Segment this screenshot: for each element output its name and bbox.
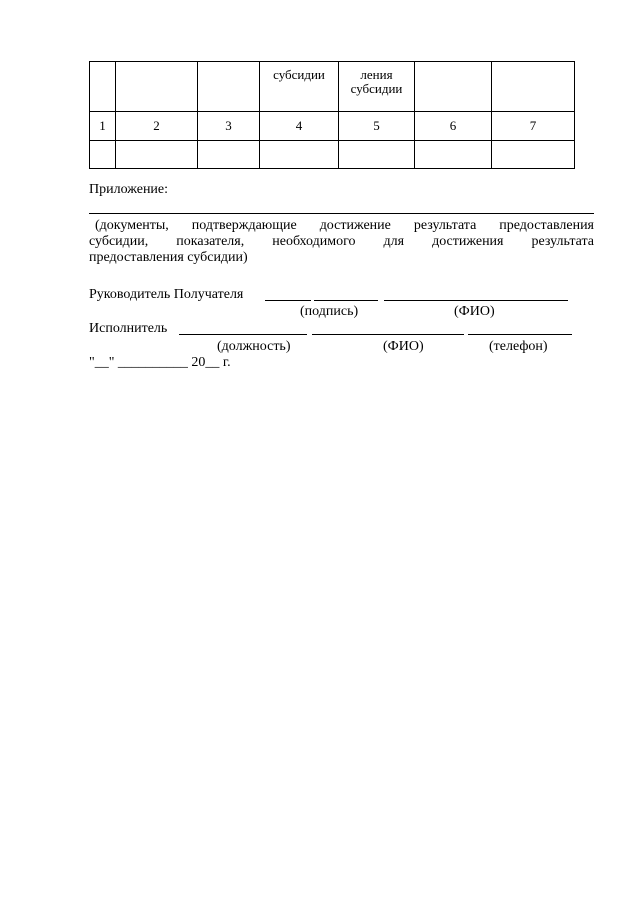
date-line: "__" __________ 20__ г. bbox=[89, 355, 231, 370]
head-sign-line-b bbox=[314, 300, 378, 301]
table-cell: 1 bbox=[90, 112, 116, 141]
table-cell bbox=[415, 62, 492, 112]
attachment-note-line: субсидии, показателя, необходимого для достижения результата bbox=[89, 234, 594, 249]
table-cell: 6 bbox=[415, 112, 492, 141]
table-cell: 4 bbox=[260, 112, 339, 141]
report-table bbox=[89, 61, 575, 169]
table-cell: субсидии bbox=[260, 62, 339, 112]
executor-position-line bbox=[179, 334, 307, 335]
table-cell: 7 bbox=[492, 112, 575, 141]
table-cell: ления субсидии bbox=[339, 62, 415, 112]
head-name-caption: (ФИО) bbox=[454, 304, 495, 319]
head-name-line bbox=[384, 300, 568, 301]
table-cell: 3 bbox=[198, 112, 260, 141]
table-cell: 5 bbox=[339, 112, 415, 141]
attachment-note-line: предоставления субсидии) bbox=[89, 250, 248, 265]
table-cell bbox=[492, 62, 575, 112]
table-cell bbox=[198, 141, 260, 169]
attachment-note bbox=[89, 218, 594, 266]
executor-name-line bbox=[312, 334, 464, 335]
table-cell bbox=[198, 62, 260, 112]
table-header-row bbox=[90, 62, 575, 112]
table-cell bbox=[116, 141, 198, 169]
table-number-row bbox=[90, 112, 575, 141]
executor-name-caption: (ФИО) bbox=[383, 339, 424, 354]
head-sign-line-a bbox=[265, 300, 311, 301]
table-empty-row bbox=[90, 141, 575, 169]
attachment-note-line: (документы, подтверждающие достижение результата предоставления bbox=[95, 218, 594, 233]
table-cell bbox=[415, 141, 492, 169]
table-cell: 2 bbox=[116, 112, 198, 141]
table-cell bbox=[90, 141, 116, 169]
table-cell bbox=[492, 141, 575, 169]
attachment-line bbox=[89, 213, 594, 214]
executor-phone-caption: (телефон) bbox=[489, 339, 548, 354]
table-cell bbox=[339, 141, 415, 169]
table-cell bbox=[90, 62, 116, 112]
attachment-label: Приложение: bbox=[89, 182, 169, 197]
head-sign-caption: (подпись) bbox=[300, 304, 359, 319]
table-cell bbox=[116, 62, 198, 112]
table-cell bbox=[260, 141, 339, 169]
executor-position-caption: (должность) bbox=[217, 339, 291, 354]
executor-phone-line bbox=[468, 334, 572, 335]
head-label: Руководитель Получателя bbox=[89, 287, 244, 302]
executor-label: Исполнитель bbox=[89, 321, 168, 336]
